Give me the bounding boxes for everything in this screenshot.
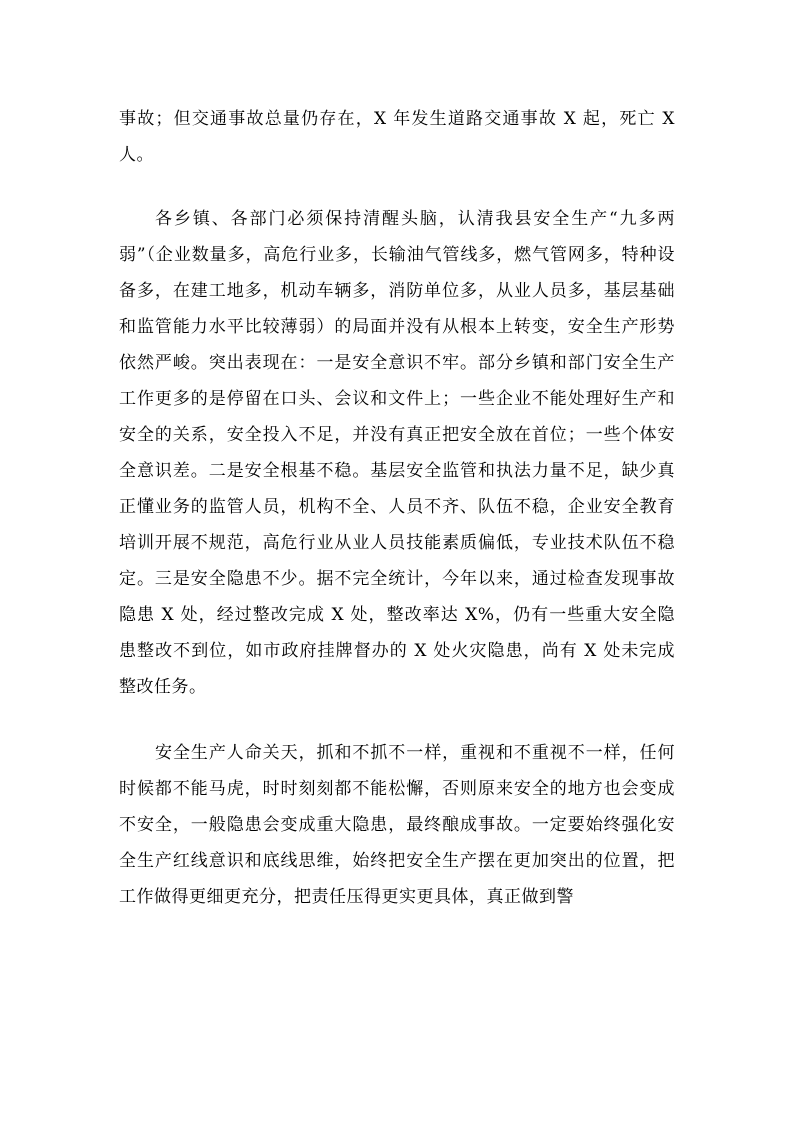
paragraph-safety-importance: 安全生产人命关天，抓和不抓不一样，重视和不重视不一样，任何时候都不能马虎，时时刻刻都不能松懈，否则原来安全的地方也会变成不安全，一般隐患会变成重大隐患，最终酿成事故。一定要始终强化安全生产红线意识和底线思维，始终把安全生产摆在更加突出的位置，把工作做得更细更充分，把责任压得更实更具体，真正做到警 [119, 743, 675, 907]
document-body [119, 101, 675, 915]
paragraph-safety-situation: 各乡镇、各部门必须保持清醒头脑，认清我县安全生产“九多两弱”（企业数量多，高危行业多，长输油气管线多，燃气管网多，特种设备多，在建工地多，机动车辆多，消防单位多，从业人员多，基层基础和监管能力水平比较薄弱）的局面并没有从根本上转变，安全生产形势依然严峻。突出表现在：一是安全意识不牢。部分乡镇和部门安全生产工作更多的是停留在口头、会议和文件上；一些企业不能处理好生产和安全的关系，安全投入不足，并没有真正把安全放在首位；一些个体安全意识差。二是安全根基不稳。基层安全监管和执法力量不足，缺少真正懂业务的监管人员，机构不全、人员不齐、队伍不稳，企业安全教育培训开展不规范，高危行业从业人员技能素质偏低，专业技术队伍不稳定。三是安全隐患不少。据不完全统计，今年以来，通过检查发现事故隐患 X 处，经过整改完成 X 处，整改率达 X%，仍有一些重大安全隐患整改不到位，如市政府挂牌督办的 X 处火灾隐患，尚有 X 处未完成整改任务。 [119, 209, 675, 697]
paragraph-traffic-accidents: 事故；但交通事故总量仍存在，X 年发生道路交通事故 X 起，死亡 X 人。 [119, 109, 675, 165]
